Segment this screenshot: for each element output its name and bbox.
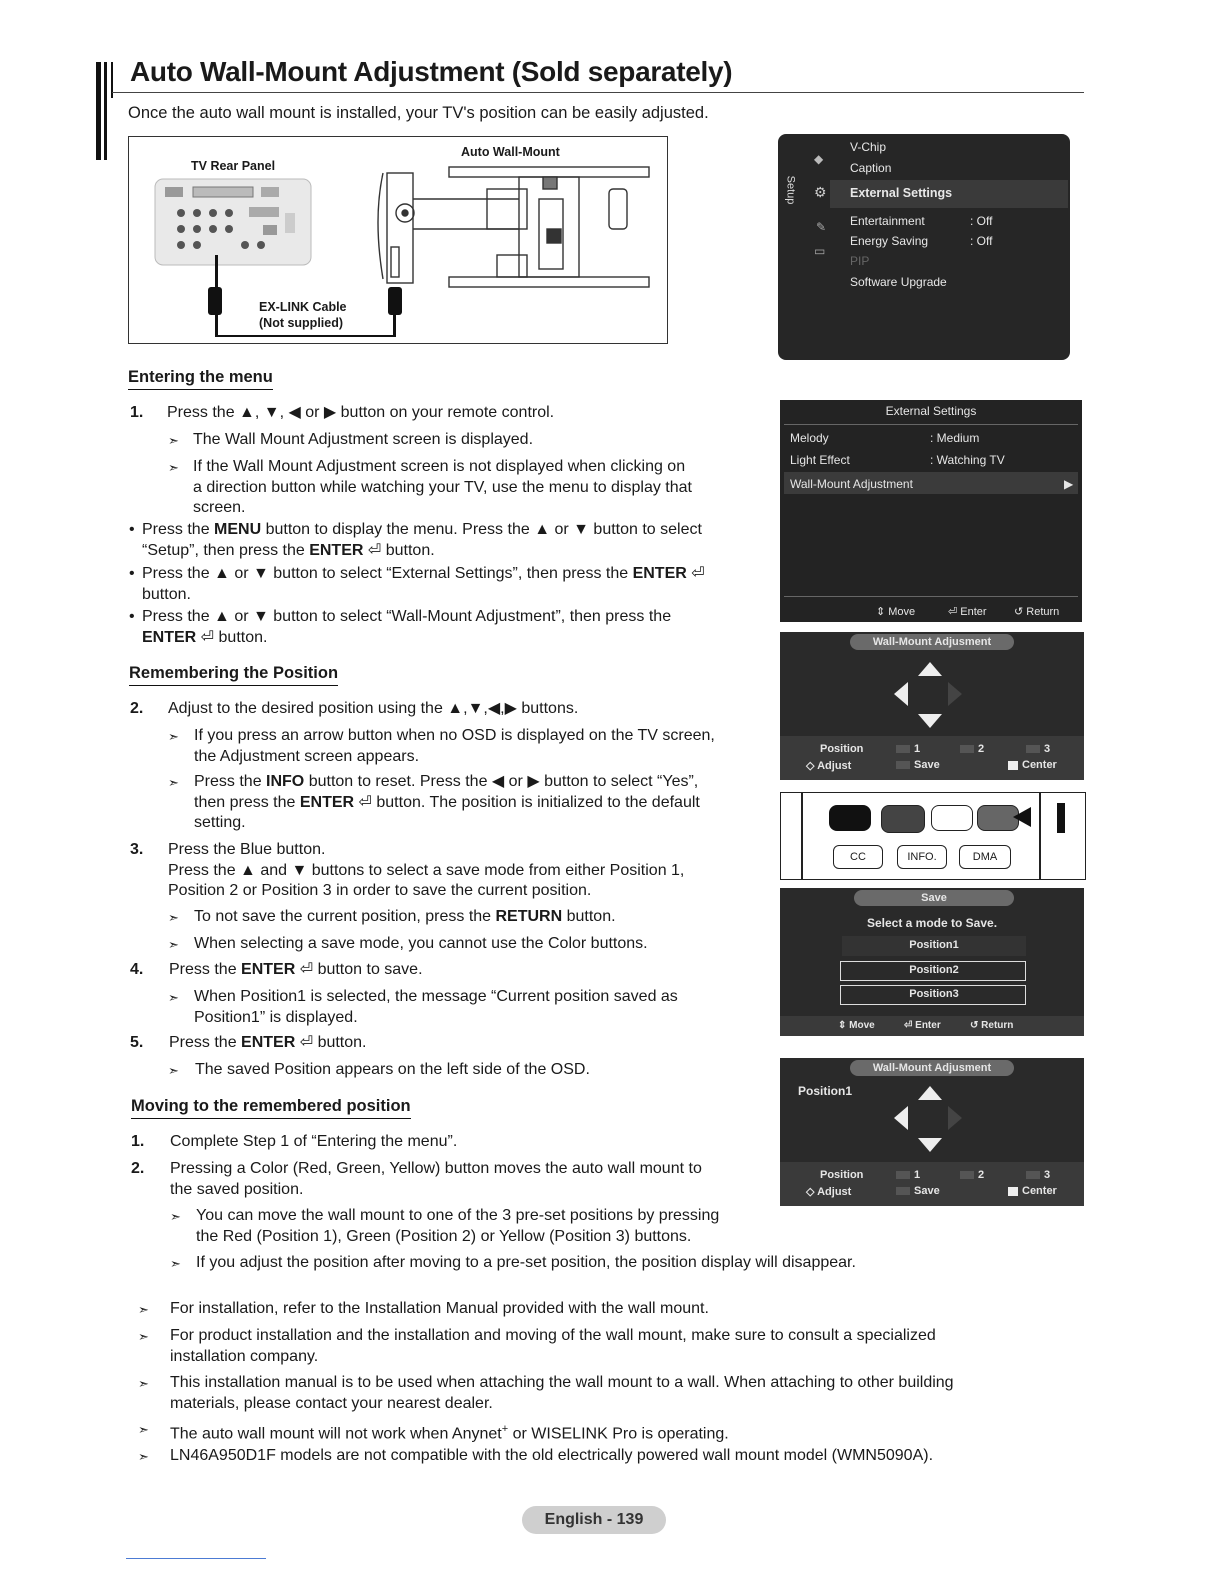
moving-step-2-l1: Pressing a Color (Red, Green, Yellow) button moves the auto wall mount to [170,1160,702,1177]
enter-key: ENTER [309,541,364,559]
wm2-red-key [896,1171,910,1179]
note-marker-icon: ➣ [138,1329,149,1344]
note-marker-icon: ➣ [170,1209,181,1224]
menu-value-energy-saving: : Off [970,234,993,248]
text: or WISELINK Pro is operating. [508,1425,729,1443]
note-marker-icon: ➣ [168,460,179,475]
yellow-button[interactable] [931,805,973,831]
enter-key: ENTER [241,1034,296,1051]
general-note-3-l2: materials, please contact your nearest dealer. [170,1394,493,1412]
text: To not save the current position, press the [194,908,496,925]
wm2-green-key [960,1171,974,1179]
external-settings-title: External Settings [885,404,977,418]
text: ⏎ button. [295,1034,367,1051]
enter-key: ENTER [142,628,197,646]
green-button[interactable] [881,805,925,833]
down-arrow-icon[interactable] [918,1138,942,1152]
general-note-5: LN46A950D1F models are not compatible with the old electrically powered wall mount model (WMN5090A). [170,1447,934,1464]
text: Press the [194,773,267,790]
title-rule [112,92,1084,93]
connection-diagram [128,136,668,344]
text: The auto wall mount will not work when Anynet [170,1425,502,1443]
wm-blue-key [896,761,910,769]
es-footer-move: ⇕ Move [876,606,916,618]
entering-step-1: Press the ▲, ▼, ◀ or ▶ button on your remote control. [167,404,555,421]
note-marker-icon: ➣ [168,775,179,790]
setup-side-label: Setup [784,175,797,205]
text: ⏎ button. The position is initialized to the default [354,793,700,811]
text: ⏎ button. [363,541,435,559]
superscript: + [501,1423,509,1435]
remembering-step-3-l3: Position 2 or Position 3 in order to save the current position. [168,882,592,899]
left-arrow-icon[interactable] [894,682,908,706]
cable-label [259,299,347,331]
left-arrow-icon[interactable] [894,1106,908,1130]
pointer-bar-icon [1057,803,1065,833]
auto-wall-mount-label: Auto Wall-Mount [461,145,560,159]
moving-step-1-num: 1. [131,1133,145,1150]
text: then press the [194,793,300,811]
note-marker-icon: ➣ [168,990,179,1005]
save-option-position2-label: Position2 [909,964,959,976]
return-key: RETURN [495,908,563,925]
moving-note-2: If you adjust the position after moving to a pre-set position, the position display will disappear. [196,1254,856,1271]
wm2-center-icon [1008,1187,1018,1196]
wm2-position-label: Position [820,1169,864,1181]
wm-num-1: 1 [914,743,921,755]
entering-step-1-num: 1. [130,404,144,421]
es-value-light-effect: : Watching TV [930,453,1005,467]
save-option-position1-label: Position1 [909,939,959,951]
blue-button-pointer-icon [1013,807,1031,827]
wall-mount-osd-position1 [780,1058,1084,1206]
entering-bullet-2 [142,564,705,605]
entering-note-2-l2: a direction button while watching your TV, use the menu to display that [193,478,692,496]
footer-rule [126,1558,266,1559]
es-footer-return: ↺ Return [1014,606,1060,618]
wm-center-icon [1008,761,1018,770]
down-arrow-icon[interactable] [918,714,942,728]
general-note-3-l1: This installation manual is to be used when attaching the wall mount to a wall. When attaching to other building [170,1374,954,1391]
wm-red-key [896,745,910,753]
entering-note-1: The Wall Mount Adjustment screen is displayed. [193,431,534,448]
wm-center-label: Center [1022,759,1057,771]
dma-button[interactable]: DMA [959,845,1011,869]
right-arrow-icon[interactable] [948,1106,962,1130]
text: ⏎ button. [196,628,268,646]
wm-yellow-key [1026,745,1040,753]
es-footer-rule [784,596,1078,597]
wm2-blue-key [896,1187,910,1195]
bullet-icon: • [129,521,135,538]
external-settings-osd [780,400,1082,622]
entering-bullet-3-l1: Press the ▲ or ▼ button to select “Wall-Mount Adjustment”, then press the [142,608,672,625]
remembering-note-2 [194,772,700,834]
wm-save-label: Save [914,759,940,771]
wm2-title: Wall-Mount Adjusment [872,1062,992,1074]
entering-bullet-3 [142,607,671,648]
wm2-num-3: 3 [1044,1169,1051,1181]
note-marker-icon: ➣ [168,910,179,925]
cable-label-line2: (Not supplied) [259,316,344,330]
wm2-saved-position: Position1 [798,1084,853,1098]
save-osd [780,888,1084,1036]
es-row-wall-mount[interactable]: Wall-Mount Adjustment [790,477,913,491]
enter-key: ENTER [299,793,355,811]
wm2-save-label: Save [914,1185,940,1197]
cable-line-bottom [215,335,395,337]
enter-key: ENTER [632,565,687,582]
setup-screen-icon: ▭ [814,244,826,258]
setup-tools-icon: ✎ [816,220,827,234]
bullet-icon: • [129,565,135,582]
wm2-center-label: Center [1022,1185,1057,1197]
wm2-num-1: 1 [914,1169,921,1181]
text: ⏎ [686,565,705,582]
remembering-step-5-num: 5. [130,1034,144,1051]
menu-item-pip[interactable]: PIP [850,254,870,268]
moving-step-2-num: 2. [131,1160,145,1177]
note-marker-icon: ➣ [138,1376,149,1391]
remembering-step-3-num: 3. [130,841,144,858]
remembering-note-1-l1: If you press an arrow button when no OSD is displayed on the TV screen, [194,727,715,744]
wm2-yellow-key [1026,1171,1040,1179]
menu-item-entertainment[interactable]: Entertainment [850,214,925,228]
general-note-3 [170,1373,954,1414]
es-footer-enter: ⏎ Enter [948,606,987,618]
note-marker-icon: ➣ [168,1063,179,1078]
save-footer-return: ↺ Return [970,1020,1014,1031]
cable-label-line1: EX-LINK Cable [259,300,347,314]
setup-gear-icon: ⚙ [814,184,827,200]
general-note-4 [170,1419,729,1445]
remembering-step-3 [168,840,684,902]
moving-note-1 [196,1206,719,1247]
remembering-step-3-l1: Press the Blue button. [168,841,326,858]
cable-plug-right [388,287,402,315]
menu-item-caption[interactable]: Caption [850,161,892,175]
cable-plug-left [208,287,222,315]
entering-bullet-1-l2 [142,541,702,562]
remembering-step-3-note-2: When selecting a save mode, you cannot use the Color buttons. [194,935,648,952]
remembering-step-4 [169,960,423,981]
text: Press the [169,1034,242,1051]
wall-mount-osd [780,632,1084,780]
section-heading-remembering: Remembering the Position [129,664,338,686]
moving-note-1-l2: the Red (Position 1), Green (Position 2) or Yellow (Position 3) buttons. [196,1227,692,1245]
remote-illustration [780,792,1086,880]
text: button to display the menu. Press the ▲ or ▼ button to select [261,521,702,538]
save-prompt: Select a mode to Save. [866,916,998,930]
remembering-step-5 [169,1033,367,1054]
tv-rear-panel-label: TV Rear Panel [191,159,276,173]
remembering-step-2: Adjust to the desired position using the ▲,▼,◀,▶ buttons. [168,700,579,717]
text: button to reset. Press the ◀ or ▶ button to select “Yes”, [304,773,699,790]
wm-green-key [960,745,974,753]
wm2-num-2: 2 [978,1169,985,1181]
remembering-step-3-l2: Press the ▲ and ▼ buttons to select a save mode from either Position 1, [168,861,685,879]
menu-item-vchip[interactable]: V-Chip [850,140,887,154]
section-heading-entering: Entering the menu [128,368,273,390]
remembering-note-1 [194,726,715,767]
remembering-note-2-l2 [194,793,700,814]
es-arrow-icon: ▶ [1064,477,1074,491]
wm-title: Wall-Mount Adjusment [872,636,992,648]
remembering-step-4-num: 4. [130,961,144,978]
moving-note-1-l1: You can move the wall mount to one of the 3 pre-set positions by pressing [196,1207,720,1224]
section-heading-moving: Moving to the remembered position [131,1097,411,1119]
note-marker-icon: ➣ [170,1256,181,1271]
remembering-note-1-l2: the Adjustment screen appears. [194,747,420,765]
note-marker-icon: ➣ [138,1302,149,1317]
save-footer-enter: ⏎ Enter [904,1020,941,1031]
entering-note-2-l1: If the Wall Mount Adjustment screen is not displayed when clicking on [193,458,686,475]
title-bar-thin [104,62,107,160]
wall-mount-illustration [369,159,659,295]
menu-item-external-settings[interactable]: External Settings [850,186,953,200]
remembering-step-2-num: 2. [130,700,144,717]
entering-note-2-l3: screen. [193,499,246,516]
setup-menu-osd [778,134,1070,360]
entering-bullet-2-l2: button. [142,585,191,603]
title-bar-thick [96,62,101,160]
page-title: Auto Wall-Mount Adjustment (Sold separately) [130,56,733,87]
note-marker-icon: ➣ [168,729,179,744]
note-marker-icon: ➣ [168,937,179,952]
remote-left-rail [801,793,803,879]
bullet-icon: • [129,608,135,625]
entering-bullet-1 [142,520,702,561]
page-number-badge: English - 139 [522,1506,666,1534]
wm-num-3: 3 [1044,743,1051,755]
note-marker-icon: ➣ [168,433,179,448]
moving-step-2 [170,1159,702,1200]
enter-key: ENTER [241,961,296,978]
wm2-adjust-label: ◇ Adjust [806,1186,852,1198]
wm-position-label: Position [820,743,864,755]
menu-value-entertainment: : Off [970,214,993,228]
remembering-note-2-l3: setting. [194,814,246,831]
up-arrow-icon[interactable] [918,1086,942,1100]
moving-step-1: Complete Step 1 of “Entering the menu”. [170,1133,458,1150]
entering-bullet-1-l1 [142,520,702,541]
text: “Setup”, then press the [142,541,310,559]
external-settings-title-rule [784,424,1078,425]
remote-right-rail [1039,793,1041,879]
remembering-step-3-note-1 [194,907,616,928]
general-note-1: For installation, refer to the Installation Manual provided with the wall mount. [170,1300,709,1317]
save-footer-move: ⇕ Move [838,1020,875,1031]
info-button[interactable]: INFO. [897,845,947,869]
entering-bullet-3-l2 [142,628,671,649]
menu-key: MENU [214,521,262,538]
red-button[interactable] [829,805,871,831]
right-arrow-icon[interactable] [948,682,962,706]
save-title: Save [921,892,947,904]
entering-note-2 [193,457,692,519]
text: Press the [142,521,215,538]
remembering-step-5-note: The saved Position appears on the left side of the OSD. [195,1061,590,1078]
note-marker-icon: ➣ [138,1449,149,1464]
entering-bullet-2-l1 [142,564,705,585]
remembering-step-4-note [194,987,678,1028]
text: ⏎ button to save. [295,961,423,978]
general-note-2-l2: installation company. [170,1347,319,1365]
menu-item-energy-saving[interactable]: Energy Saving [850,234,929,248]
general-note-2-l1: For product installation and the installation and moving of the wall mount, make sure to consult a specialized [170,1327,936,1344]
remembering-step-4-note-l2: Position1” is displayed. [194,1008,358,1026]
save-option-position3-label: Position3 [909,988,959,1000]
tv-rear-panel-illustration [153,177,313,269]
text: Press the ▲ or ▼ button to select “External Settings”, then press the [142,565,633,582]
remembering-step-4-note-l1: When Position1 is selected, the message “Current position saved as [194,988,678,1005]
es-row-melody[interactable]: Melody [790,431,829,445]
cc-button[interactable]: CC [833,845,883,869]
wm-adjust-label: ◇ Adjust [806,760,852,772]
text: Press the [169,961,242,978]
es-value-melody: : Medium [930,431,980,445]
up-arrow-icon[interactable] [918,662,942,676]
wm-num-2: 2 [978,743,985,755]
menu-item-software-upgrade[interactable]: Software Upgrade [850,275,947,289]
intro-text: Once the auto wall mount is installed, your TV's position can be easily adjusted. [128,104,709,122]
remembering-note-2-l1 [194,772,700,793]
es-row-light-effect[interactable]: Light Effect [790,453,850,467]
info-key: INFO [266,773,305,790]
moving-step-2-l2: the saved position. [170,1180,304,1198]
note-marker-icon: ➣ [138,1422,149,1437]
text: button. [562,908,616,925]
setup-icon-antenna: ◆ [814,152,824,166]
general-note-2 [170,1326,936,1367]
